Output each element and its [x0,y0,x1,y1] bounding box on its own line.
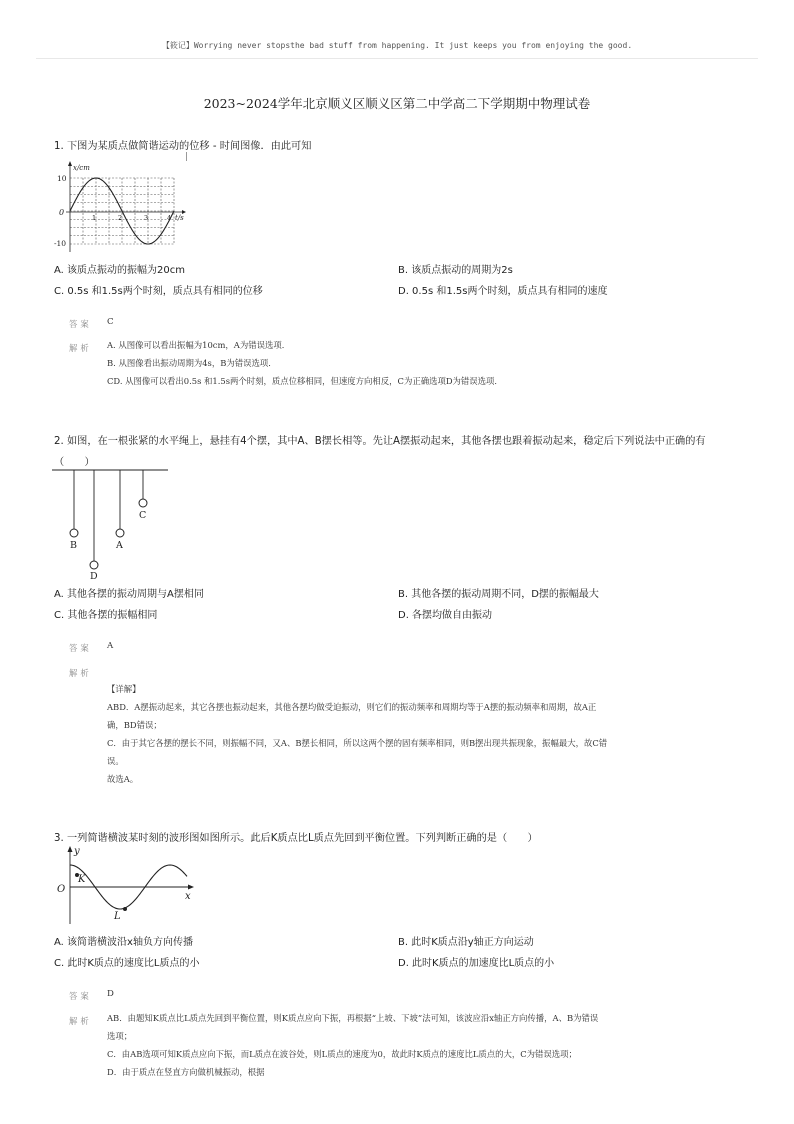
q3-analysis-label: 解析 [69,1016,92,1026]
particle-l [123,907,127,911]
q3-x-arrow [188,885,194,890]
q1-stem: 1. 下图为某质点做简谐运动的位移 - 时间图像．由此可知 [54,141,312,152]
particle-k-label: K [78,874,86,885]
q2-answer: A [107,641,114,651]
q2-analysis [107,680,607,788]
q3-analysis-line: AB．由题知K质点比L质点先回到平衡位置，则K质点应向下振，再根据“上坡、下坡”法可知，该波应沿x轴正方向传播，A、B为错误 [107,1013,599,1023]
q2-analysis-line: 故选A。 [107,774,139,784]
q1-tick-t3: 3 [144,214,149,222]
q1-analysis-line: B. 从图像看出振动周期为4s，B为错误选项． [107,358,277,368]
pendulum-a-bob [116,529,124,537]
q2-option-a[interactable]: A. 其他各摆的振动周期与A摆相同 [54,589,204,600]
pendulum-d-bob [90,561,98,569]
q3-option-c[interactable]: C. 此时K质点的速度比L质点的小 [54,958,200,969]
q1-answer: C [107,317,114,327]
q1-xlabel: t/s [175,214,184,222]
q2-analysis-line: 确，BD错误； [107,720,162,730]
q1-tick-t1: 1 [92,214,97,222]
q1-analysis-line: A. 从图像可以看出振幅为10cm，A为错误选项． [107,340,291,350]
q3-answer: D [107,989,114,999]
q3-x-label: x [185,891,191,902]
q3-option-b[interactable]: B. 此时K质点沿y轴正方向运动 [398,937,534,948]
q2-analysis-line: ABD．A摆振动起来，其它各摆也振动起来，其他各摆均做受迫振动，则它们的振动频率和周期均等于A摆的振动频率和周期，故A正 [107,702,597,712]
particle-l-label: L [114,911,121,922]
header-divider [36,58,758,59]
q1-ylabel: x/cm [73,164,90,172]
q2-detail-title: 【详解】 [107,684,141,694]
q3-analysis-line: D．由于质点在竖直方向做机械振动，根据 [107,1067,265,1077]
q3-stem: 3. 一列简谐横波某时刻的波形图如图所示。此后K质点比L质点先回到平衡位置。下列判断正确的是（ ） [54,833,538,844]
q3-analysis [107,1009,598,1081]
q1-tick-top: 10 [57,174,67,183]
q1-analysis-line: CD. 从图像可以看出0.5s 和1.5s两个时刻，质点位移相同，但速度方向相反，C为正确选项D为错误选项． [107,376,503,386]
q3-answer-label: 答案 [69,991,92,1001]
pendulum-b-bob [70,529,78,537]
q3-analysis-line: C．由AB选项可知K质点应向下振，而L质点在波谷处，则L质点的速度为0，故此时K质点的速度比L质点的大，C为错误选项； [107,1049,577,1059]
q1-tick-t4: 4 [167,214,172,222]
q1-figure [54,160,194,256]
q1-tick-bottom: -10 [54,239,67,248]
q1-tick-t2: 2 [118,214,123,222]
q3-analysis-line: 选项； [107,1031,133,1041]
q1-option-b[interactable]: B. 该质点振动的周期为2s [398,265,513,276]
q2-option-d[interactable]: D. 各摆均做自由振动 [398,610,493,621]
q2-stem-bracket: （ ） [54,457,95,468]
q1-analysis-label: 解析 [69,343,92,353]
pendulum-b-label: B [70,540,77,551]
pendulum-d-label: D [90,571,98,582]
q2-answer-label: 答案 [69,643,92,653]
page-title: 2023~2024学年北京顺义区顺义区第二中学高二下学期期中物理试卷 [203,96,591,111]
q1-option-d[interactable]: D. 0.5s 和1.5s两个时刻，质点具有相同的速度 [398,286,608,297]
q2-stem: 2. 如图，在一根张紧的水平绳上，悬挂有4个摆，其中A、B摆长相等。先让A摆振动起来，其他各摆也跟着振动起来，稳定后下列说法中正确的有 [54,436,706,447]
pendulum-c-bob [139,499,147,507]
q1-y-arrow [68,161,72,166]
q3-option-a[interactable]: A. 该简谐横波沿x轴负方向传播 [54,937,193,948]
pendulum-c-label: C [139,510,147,521]
pendulum-a-label: A [116,540,123,551]
header-note: 【筱记】Worrying never stopsthe bad stuff from happening. It just keeps you from enjoying the good. [161,41,633,50]
q1-tick-zero: 0 [59,208,65,217]
q2-analysis-line: C．由于其它各摆的摆长不同，则振幅不同，又A、B摆长相同，所以这两个摆的固有频率相同，则B摆出现共振现象，振幅最大，故C错 [107,738,608,748]
q1-option-c[interactable]: C. 0.5s 和1.5s两个时刻，质点具有相同的位移 [54,286,263,297]
q2-figure [50,465,180,585]
q1-option-a[interactable]: A. 该质点振动的振幅为20cm [54,265,185,276]
q2-analysis-label: 解析 [69,668,92,678]
q2-option-b[interactable]: B. 其他各摆的振动周期不同，D摆的振幅最大 [398,589,599,600]
q3-y-label: y [74,846,80,857]
q3-figure [52,844,202,926]
q3-option-d[interactable]: D. 此时K质点的加速度比L质点的小 [398,958,555,969]
q3-y-arrow [68,846,73,852]
q1-analysis [107,336,503,390]
q3-origin-label: O [57,884,66,895]
q1-answer-label: 答案 [69,319,92,329]
q2-option-c[interactable]: C. 其他各摆的振幅相同 [54,610,158,621]
q2-analysis-line: 误。 [107,756,124,766]
